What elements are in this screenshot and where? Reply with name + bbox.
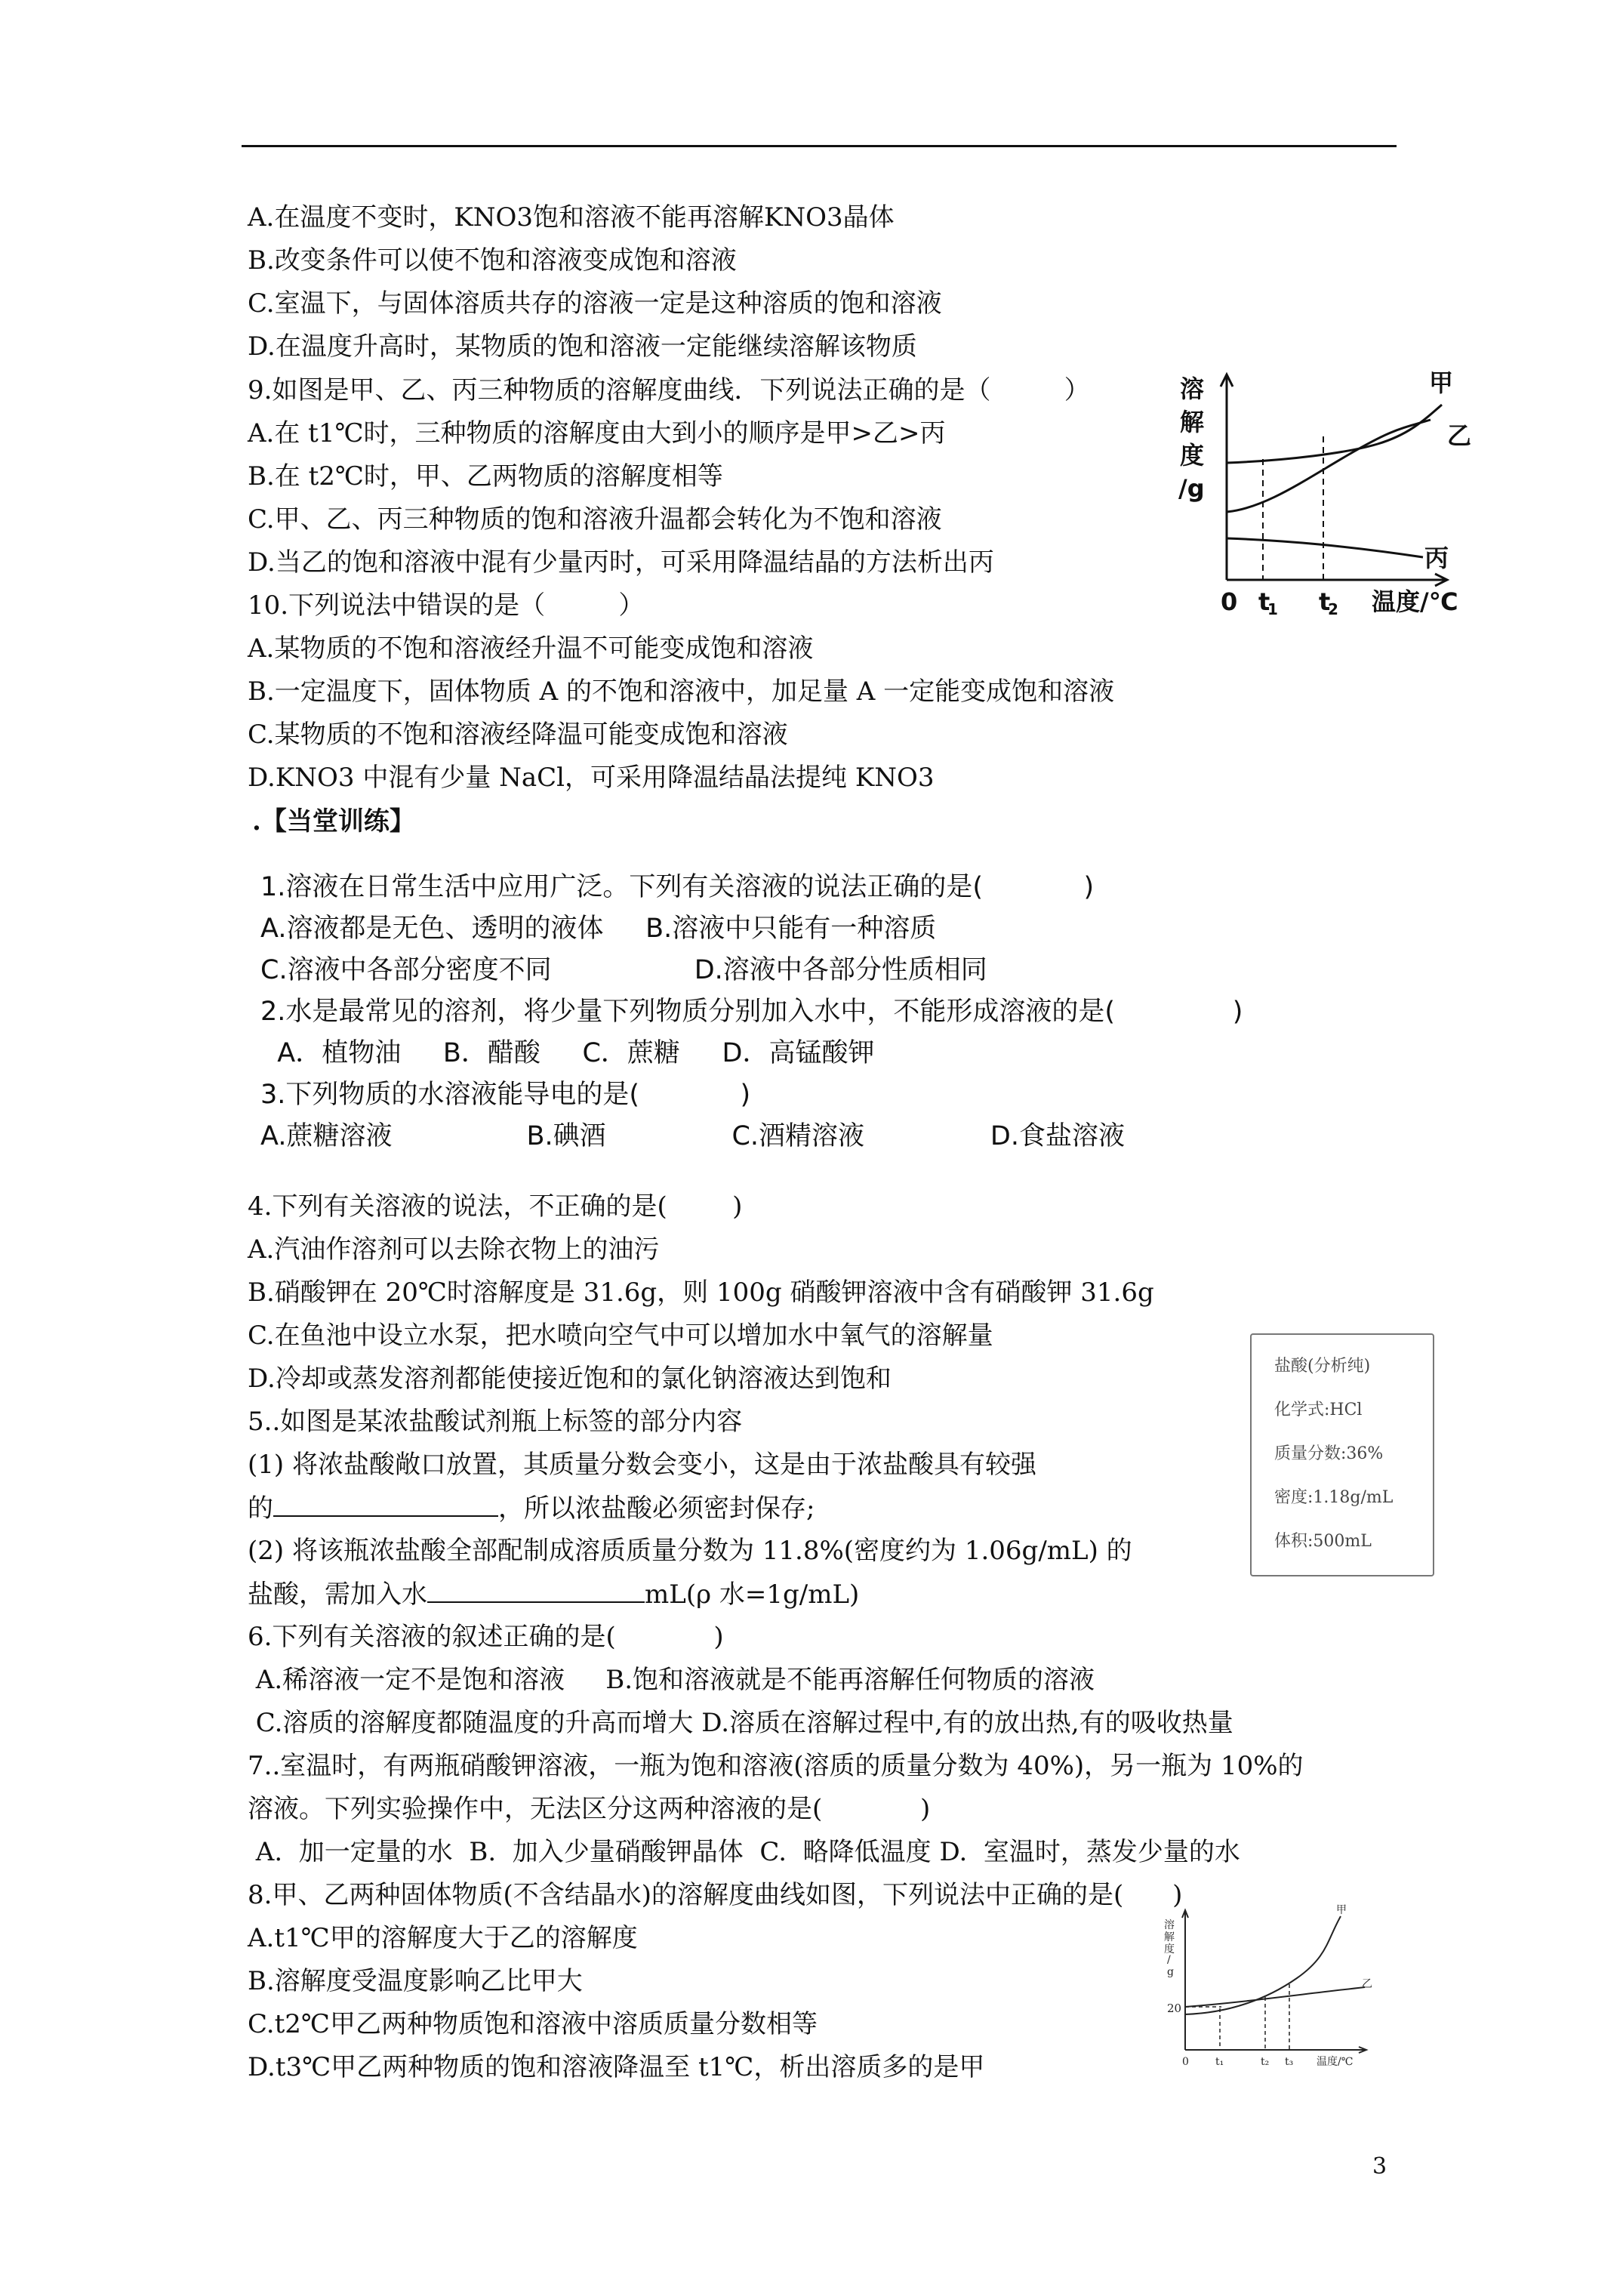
practice-q1-options-cd: C.溶液中各部分密度不同 D.溶液中各部分性质相同 <box>260 955 987 985</box>
practice-q2-options: A．植物油 B．醋酸 C．蔗糖 D．高锰酸钾 <box>260 1038 875 1068</box>
fig2-y20: 20 <box>1167 2002 1182 2015</box>
solubility-curve-figure-1 <box>1174 361 1491 633</box>
q7-stem: 7..室温时，有两瓶硝酸钾溶液，一瓶为饱和溶液(溶质的质量分数为 40%)，另一瓶为 10%的 <box>248 1751 1304 1781</box>
q10-option-c: C.某物质的不饱和溶液经降温可能变成饱和溶液 <box>248 720 788 750</box>
fig2-label-jia: 甲 <box>1336 1904 1347 1916</box>
q6-options-ab: A.稀溶液一定不是饱和溶液 B.饱和溶液就是不能再溶解任何物质的溶液 <box>248 1665 1095 1695</box>
q5-part1-suffix: ，所以浓盐酸必须密封保存; <box>498 1493 815 1524</box>
fig1-t2: t <box>1319 587 1331 616</box>
q5-stem: 5..如图是某浓盐酸试剂瓶上标签的部分内容 <box>248 1407 743 1437</box>
fig1-label-jia: 甲 <box>1429 368 1454 397</box>
q9-option-b: B.在 t2℃时，甲、乙两物质的溶解度相等 <box>248 461 723 492</box>
q7-stem-cont: 溶液。下列实验操作中，无法区分这两种溶液的是( ) <box>248 1794 931 1824</box>
q5-part2-cont <box>248 1579 859 1610</box>
fig2-ylabel-2: 解 <box>1164 1931 1175 1943</box>
practice-q1-stem: 1.溶液在日常生活中应用广泛。下列有关溶液的说法正确的是( ) <box>260 872 1095 902</box>
solubility-curve-figure-2 <box>1138 1903 1410 2076</box>
practice-q3-stem: 3.下列物质的水溶液能导电的是( ) <box>260 1080 751 1110</box>
fig1-t1: t <box>1258 587 1270 616</box>
q5-part2-suffix: mL(ρ 水=1g/mL) <box>645 1579 860 1610</box>
fig1-origin: 0 <box>1221 587 1238 616</box>
q8-option-b: B.改变条件可以使不饱和溶液变成饱和溶液 <box>248 245 737 276</box>
practice-q3-options: A.蔗糖溶液 B.碘酒 C.酒精溶液 D.食盐溶液 <box>260 1121 1126 1151</box>
fig1-xlabel: 温度/℃ <box>1372 587 1458 616</box>
q5-answer-blank-1[interactable] <box>273 1493 498 1517</box>
q8b-option-d: D.t3℃甲乙两种物质的饱和溶液降温至 t1℃，析出溶质多的是甲 <box>248 2052 985 2082</box>
curve-yi <box>1227 420 1431 512</box>
q4-option-a: A.汽油作溶剂可以去除衣物上的油污 <box>248 1234 660 1265</box>
fig1-label-yi: 乙 <box>1447 421 1472 450</box>
curve-bing <box>1227 538 1423 557</box>
q10-option-d: D.KNO3 中混有少量 NaCl，可采用降温结晶法提纯 KNO3 <box>248 763 935 793</box>
q6-options-cd: C.溶质的溶解度都随温度的升高而增大 D.溶质在溶解过程中,有的放出热,有的吸收热量 <box>248 1708 1233 1738</box>
fig1-ylabel-3: 度 <box>1180 441 1205 470</box>
q8-option-c: C.室温下，与固体溶质共存的溶液一定是这种溶质的饱和溶液 <box>248 288 942 319</box>
fig2-ylabel-4: / <box>1167 1954 1171 1966</box>
q5-part1: (1) 将浓盐酸敞口放置，其质量分数会变小，这是由于浓盐酸具有较强 <box>248 1450 1036 1480</box>
q8-option-a: A.在温度不变时，KNO3饱和溶液不能再溶解KNO3晶体 <box>248 202 895 233</box>
q9-option-d: D.当乙的饱和溶液中混有少量丙时，可采用降温结晶的方法析出丙 <box>248 547 994 578</box>
q4-option-d: D.冷却或蒸发溶剂都能使接近饱和的氯化钠溶液达到饱和 <box>248 1364 892 1394</box>
label-name: 盐酸(分析纯) <box>1274 1357 1371 1376</box>
label-mass-fraction: 质量分数:36% <box>1274 1444 1384 1463</box>
section-heading: .【当堂训练】 <box>252 806 415 837</box>
hcl-bottle-label <box>1250 1333 1434 1576</box>
label-volume: 体积:500mL <box>1274 1532 1372 1551</box>
fig2-ylabel-5: g <box>1167 1966 1174 1978</box>
q8b-option-b: B.溶解度受温度影响乙比甲大 <box>248 1966 583 1996</box>
q7-options: A. 加一定量的水 B. 加入少量硝酸钾晶体 C. 略降低温度 D. 室温时，蒸发少量的水 <box>248 1837 1240 1867</box>
q5-part2: (2) 将该瓶浓盐酸全部配制成溶质质量分数为 11.8%(密度约为 1.06g/mL) 的 <box>248 1536 1132 1566</box>
q5-part1-cont <box>248 1493 815 1524</box>
q4-stem: 4.下列有关溶液的说法，不正确的是( ) <box>248 1191 743 1222</box>
practice-q2-stem: 2.水是最常见的溶剂，将少量下列物质分别加入水中，不能形成溶液的是( ) <box>260 997 1243 1027</box>
fig1-ylabel-2: 解 <box>1180 408 1205 436</box>
q4-option-c: C.在鱼池中设立水泵，把水喷向空气中可以增加水中氧气的溶解量 <box>248 1321 993 1351</box>
fig2-origin: 0 <box>1182 2056 1189 2068</box>
q8b-stem: 8.甲、乙两种固体物质(不含结晶水)的溶解度曲线如图，下列说法中正确的是( ) <box>248 1880 1183 1910</box>
fig2-ylabel-1: 溶 <box>1164 1919 1175 1931</box>
fig2-label-yi: 乙 <box>1362 1978 1372 1990</box>
curve-yi <box>1185 1987 1365 2007</box>
q8b-option-c: C.t2℃甲乙两种物质饱和溶液中溶质质量分数相等 <box>248 2009 818 2039</box>
fig2-ylabel-3: 度 <box>1164 1943 1175 1955</box>
label-density: 密度:1.18g/mL <box>1274 1488 1394 1507</box>
q8b-option-a: A.t1℃甲的溶解度大于乙的溶解度 <box>248 1923 638 1953</box>
curve-jia <box>1227 405 1442 463</box>
q8-option-d: D.在温度升高时，某物质的饱和溶液一定能继续溶解该物质 <box>248 331 917 362</box>
fig2-xlabel: 温度/℃ <box>1317 2056 1354 2068</box>
fig2-t2: t₂ <box>1261 2056 1270 2068</box>
fig1-t2-sub: 2 <box>1328 600 1338 618</box>
label-formula: 化学式:HCl <box>1274 1401 1363 1419</box>
fig2-t1: t₁ <box>1215 2056 1224 2068</box>
q5-answer-blank-2[interactable] <box>427 1579 645 1603</box>
fig1-ylabel-4: /g <box>1178 474 1205 503</box>
fig1-t1-sub: 1 <box>1267 600 1278 618</box>
q5-part1-prefix: 的 <box>248 1493 273 1524</box>
q5-part2-prefix: 盐酸，需加入水 <box>248 1579 427 1610</box>
q4-option-b: B.硝酸钾在 20℃时溶解度是 31.6g，则 100g 硝酸钾溶液中含有硝酸钾 31.6g <box>248 1277 1154 1308</box>
fig1-label-bing: 丙 <box>1424 544 1449 572</box>
q10-option-a: A.某物质的不饱和溶液经升温不可能变成饱和溶液 <box>248 633 814 664</box>
practice-q1-options-ab: A.溶液都是无色、透明的液体 B.溶液中只能有一种溶质 <box>260 914 937 944</box>
q9-option-c: C.甲、乙、丙三种物质的饱和溶液升温都会转化为不饱和溶液 <box>248 504 942 535</box>
fig1-ylabel-1: 溶 <box>1180 374 1205 403</box>
q9-stem: 9.如图是甲、乙、丙三种物质的溶解度曲线．下列说法正确的是（ ） <box>248 375 1090 405</box>
fig2-t3: t₃ <box>1285 2056 1294 2068</box>
header-rule <box>242 145 1397 147</box>
page-number: 3 <box>1372 2153 1387 2180</box>
q10-option-b: B.一定温度下，固体物质 A 的不饱和溶液中，加足量 A 一定能变成饱和溶液 <box>248 676 1115 707</box>
q9-option-a: A.在 t1℃时，三种物质的溶解度由大到小的顺序是甲>乙>丙 <box>248 418 946 448</box>
q6-stem: 6.下列有关溶液的叙述正确的是( ) <box>248 1622 724 1652</box>
q10-stem: 10.下列说法中错误的是（ ） <box>248 590 645 621</box>
